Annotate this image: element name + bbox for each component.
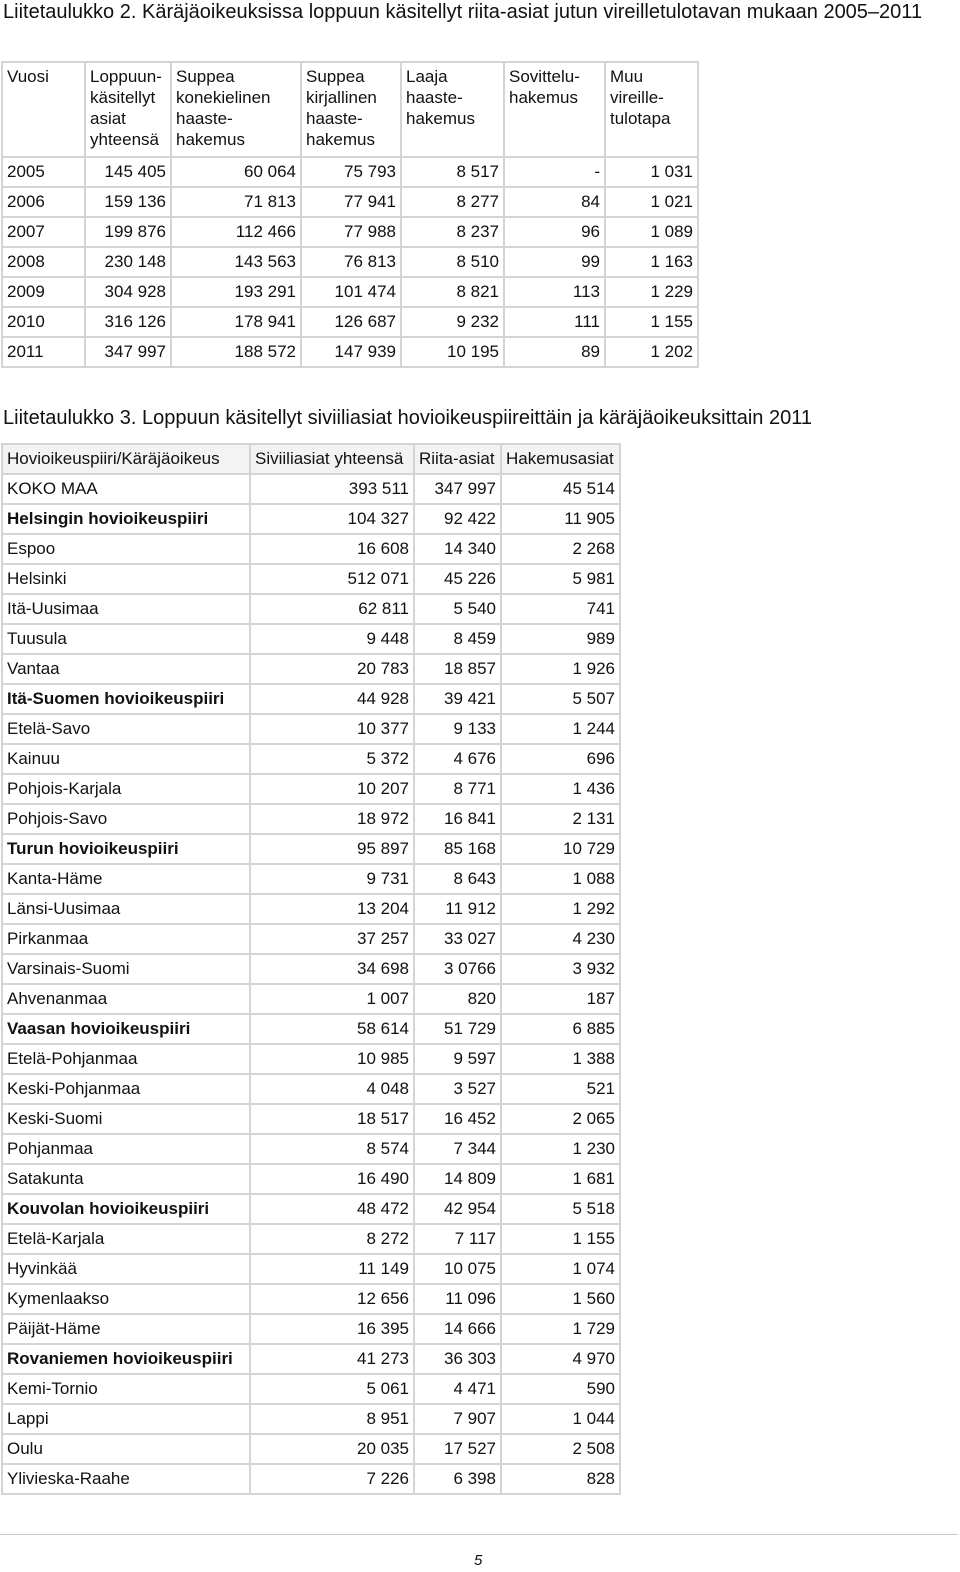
table3-row — [2, 954, 620, 984]
table2-cell: 1 163 — [605, 247, 698, 277]
table3-group-row — [2, 504, 620, 534]
table3-row — [2, 1044, 620, 1074]
table3-row — [2, 1104, 620, 1134]
table2-column-header — [401, 62, 504, 157]
table3-name-cell: Rovaniemen hovioikeuspiiri — [2, 1344, 250, 1374]
table3-cell: 2 268 — [501, 534, 620, 564]
table3-cell: 7 907 — [414, 1404, 501, 1434]
table3-cell: 11 149 — [250, 1254, 414, 1284]
table2-column-header-line: Suppea — [306, 67, 365, 86]
table2-row — [2, 187, 698, 217]
table2-cell: 96 — [504, 217, 605, 247]
table3-name-cell: Varsinais-Suomi — [2, 954, 250, 984]
table3-name-cell: Pirkanmaa — [2, 924, 250, 954]
table2-cell: 347 997 — [85, 337, 171, 367]
table3-cell: 2 131 — [501, 804, 620, 834]
table2-column-header-line: Laaja — [406, 67, 448, 86]
table3-cell: 3 0766 — [414, 954, 501, 984]
table3-name-cell: Vaasan hovioikeuspiiri — [2, 1014, 250, 1044]
table3-cell: 14 340 — [414, 534, 501, 564]
table3-name-cell: Ylivieska-Raahe — [2, 1464, 250, 1494]
table3-cell: 11 905 — [501, 504, 620, 534]
table3-cell: 92 422 — [414, 504, 501, 534]
table3-cell: 4 970 — [501, 1344, 620, 1374]
table2-row — [2, 217, 698, 247]
table3-name-cell: Turun hovioikeuspiiri — [2, 834, 250, 864]
table3-cell: 8 643 — [414, 864, 501, 894]
table2-column-header-line: käsitellyt — [90, 88, 156, 107]
table3-name-cell: Länsi-Uusimaa — [2, 894, 250, 924]
table2-cell: 1 155 — [605, 307, 698, 337]
table3-name-cell: Pohjois-Savo — [2, 804, 250, 834]
table3-row — [2, 774, 620, 804]
table3-name-cell: Päijät-Häme — [2, 1314, 250, 1344]
table2-column-header-line: vireille- — [610, 88, 664, 107]
table3-name-cell: Kainuu — [2, 744, 250, 774]
table3-cell: 8 272 — [250, 1224, 414, 1254]
table3-cell: 3 527 — [414, 1074, 501, 1104]
table3-name-cell: Etelä-Karjala — [2, 1224, 250, 1254]
table3-row — [2, 864, 620, 894]
table2-cell: 99 — [504, 247, 605, 277]
table3-cell: 521 — [501, 1074, 620, 1104]
table3-cell: 5 372 — [250, 744, 414, 774]
table3-group-row — [2, 834, 620, 864]
table2-column-header-line: asiat — [90, 109, 126, 128]
table3-row — [2, 1314, 620, 1344]
table3-cell: 5 518 — [501, 1194, 620, 1224]
table3-cell: 18 517 — [250, 1104, 414, 1134]
table3-row — [2, 804, 620, 834]
table2-title: Liitetaulukko 2. Käräjäoikeuksissa loppuun käsitellyt riita-asiat jutun vireilletulotavan mukaan 2005–2011 — [3, 1, 923, 23]
table3-cell: 9 133 — [414, 714, 501, 744]
table3-cell: 17 527 — [414, 1434, 501, 1464]
table2-cell: 10 195 — [401, 337, 504, 367]
table3-name-cell: Vantaa — [2, 654, 250, 684]
table2-cell: 101 474 — [301, 277, 401, 307]
table3-name-cell: Keski-Pohjanmaa — [2, 1074, 250, 1104]
table2-row — [2, 307, 698, 337]
table3-name-cell: Kanta-Häme — [2, 864, 250, 894]
table3-cell: 9 597 — [414, 1044, 501, 1074]
table3-cell: 39 421 — [414, 684, 501, 714]
table3-cell: 41 273 — [250, 1344, 414, 1374]
table2-column-header-line: yhteensä — [90, 130, 159, 149]
table3-cell: 5 981 — [501, 564, 620, 594]
table3-cell: 16 395 — [250, 1314, 414, 1344]
table3-cell: 7 117 — [414, 1224, 501, 1254]
table3-name-cell: Pohjanmaa — [2, 1134, 250, 1164]
table2-year-cell: 2005 — [2, 157, 85, 187]
table2-row — [2, 157, 698, 187]
table3-row — [2, 654, 620, 684]
table3-name-cell: Keski-Suomi — [2, 1104, 250, 1134]
table2-column-header-line: tulotapa — [610, 109, 671, 128]
table3-row — [2, 564, 620, 594]
table2-cell: - — [504, 157, 605, 187]
table3-cell: 4 048 — [250, 1074, 414, 1104]
table3-row — [2, 1374, 620, 1404]
table3-name-cell: Ahvenanmaa — [2, 984, 250, 1014]
table3-row — [2, 744, 620, 774]
table3-cell: 1 044 — [501, 1404, 620, 1434]
table3-cell: 1 007 — [250, 984, 414, 1014]
table3-row — [2, 1134, 620, 1164]
table3-cell: 16 608 — [250, 534, 414, 564]
table3-cell: 5 540 — [414, 594, 501, 624]
table2-cell: 76 813 — [301, 247, 401, 277]
table3-cell: 6 398 — [414, 1464, 501, 1494]
table3-column-header: Riita-asiat — [414, 444, 501, 474]
table2-row — [2, 277, 698, 307]
table3-title: Liitetaulukko 3. Loppuun käsitellyt siviiliasiat hovioikeuspiireittäin ja käräjäoikeuksittain 2011 — [3, 407, 812, 429]
table3-name-cell: Hyvinkää — [2, 1254, 250, 1284]
table2-row — [2, 337, 698, 367]
table3-cell: 45 226 — [414, 564, 501, 594]
table3-row — [2, 1164, 620, 1194]
table3-column-header: Hakemusasiat — [501, 444, 620, 474]
table2-column-header — [605, 62, 698, 157]
table3-cell: 1 155 — [501, 1224, 620, 1254]
table3-name-cell: Satakunta — [2, 1164, 250, 1194]
table3-row — [2, 474, 620, 504]
table2-cell: 143 563 — [171, 247, 301, 277]
table2-year-cell: 2009 — [2, 277, 85, 307]
table2-cell: 193 291 — [171, 277, 301, 307]
table3-row — [2, 714, 620, 744]
table3 — [1, 443, 621, 1495]
table2-column-header-line: haaste- — [176, 109, 233, 128]
table3-cell: 51 729 — [414, 1014, 501, 1044]
table3-row — [2, 894, 620, 924]
table2-year-cell: 2011 — [2, 337, 85, 367]
table3-row — [2, 1254, 620, 1284]
table2-row — [2, 247, 698, 277]
table3-cell: 1 292 — [501, 894, 620, 924]
table3-row — [2, 1404, 620, 1434]
table3-row — [2, 1464, 620, 1494]
table3-row — [2, 924, 620, 954]
table3-cell: 1 681 — [501, 1164, 620, 1194]
table3-cell: 85 168 — [414, 834, 501, 864]
table2-column-header-line: haaste- — [406, 88, 463, 107]
table3-row — [2, 624, 620, 654]
table3-name-cell: Itä-Uusimaa — [2, 594, 250, 624]
table3-cell: 12 656 — [250, 1284, 414, 1314]
table3-name-cell: Helsinki — [2, 564, 250, 594]
table3-cell: 8 771 — [414, 774, 501, 804]
table2-cell: 8 237 — [401, 217, 504, 247]
table3-name-cell: Tuusula — [2, 624, 250, 654]
table3-cell: 8 574 — [250, 1134, 414, 1164]
table3-cell: 42 954 — [414, 1194, 501, 1224]
table3-cell: 187 — [501, 984, 620, 1014]
table3-cell: 741 — [501, 594, 620, 624]
table3-row — [2, 1284, 620, 1314]
table3-cell: 393 511 — [250, 474, 414, 504]
table3-cell: 34 698 — [250, 954, 414, 984]
table3-name-cell: Etelä-Savo — [2, 714, 250, 744]
table3-name-cell: Kouvolan hovioikeuspiiri — [2, 1194, 250, 1224]
table3-name-cell: Espoo — [2, 534, 250, 564]
table3-cell: 18 857 — [414, 654, 501, 684]
table2-cell: 147 939 — [301, 337, 401, 367]
table3-cell: 512 071 — [250, 564, 414, 594]
table2-cell: 8 510 — [401, 247, 504, 277]
table3-column-header: Hovioikeuspiiri/Käräjäoikeus — [2, 444, 250, 474]
table2-column-header-line: hakemus — [176, 130, 245, 149]
table3-cell: 9 731 — [250, 864, 414, 894]
table3-header-row — [2, 444, 620, 474]
table3-group-row — [2, 1014, 620, 1044]
table2-cell: 89 — [504, 337, 605, 367]
table3-cell: 1 244 — [501, 714, 620, 744]
table3-group-row — [2, 684, 620, 714]
table2-column-header-line: Vuosi — [7, 67, 49, 86]
table2-cell: 71 813 — [171, 187, 301, 217]
table2-cell: 8 277 — [401, 187, 504, 217]
table3-cell: 104 327 — [250, 504, 414, 534]
table3-cell: 45 514 — [501, 474, 620, 504]
table3-cell: 2 065 — [501, 1104, 620, 1134]
table3-cell: 20 783 — [250, 654, 414, 684]
table2-cell: 75 793 — [301, 157, 401, 187]
table3-cell: 828 — [501, 1464, 620, 1494]
table2-column-header-line: hakemus — [406, 109, 475, 128]
table3-cell: 4 676 — [414, 744, 501, 774]
table2-cell: 8 517 — [401, 157, 504, 187]
table3-name-cell: Helsingin hovioikeuspiiri — [2, 504, 250, 534]
table3-cell: 13 204 — [250, 894, 414, 924]
table2-cell: 112 466 — [171, 217, 301, 247]
table3-row — [2, 1224, 620, 1254]
table2-cell: 113 — [504, 277, 605, 307]
table2-cell: 9 232 — [401, 307, 504, 337]
table3-cell: 7 344 — [414, 1134, 501, 1164]
table2-cell: 77 941 — [301, 187, 401, 217]
table3-cell: 1 436 — [501, 774, 620, 804]
table3-name-cell: Pohjois-Karjala — [2, 774, 250, 804]
table2-cell: 178 941 — [171, 307, 301, 337]
table3-cell: 1 729 — [501, 1314, 620, 1344]
table2-cell: 316 126 — [85, 307, 171, 337]
table3-cell: 20 035 — [250, 1434, 414, 1464]
table2-cell: 8 821 — [401, 277, 504, 307]
table3-name-cell: KOKO MAA — [2, 474, 250, 504]
table3-cell: 696 — [501, 744, 620, 774]
table3-name-cell: Lappi — [2, 1404, 250, 1434]
table2-cell: 84 — [504, 187, 605, 217]
table2-cell: 1 031 — [605, 157, 698, 187]
table3-cell: 9 448 — [250, 624, 414, 654]
table3-cell: 1 560 — [501, 1284, 620, 1314]
table3-cell: 11 096 — [414, 1284, 501, 1314]
table3-cell: 5 061 — [250, 1374, 414, 1404]
table3-cell: 16 841 — [414, 804, 501, 834]
table2-column-header-line: Loppuun- — [90, 67, 162, 86]
table3-group-row — [2, 1344, 620, 1374]
table3-cell: 44 928 — [250, 684, 414, 714]
table2-cell: 1 229 — [605, 277, 698, 307]
table3-cell: 33 027 — [414, 924, 501, 954]
table3-row — [2, 1074, 620, 1104]
table3-cell: 10 075 — [414, 1254, 501, 1284]
table2-column-header-line: hakemus — [306, 130, 375, 149]
table3-cell: 7 226 — [250, 1464, 414, 1494]
table2-year-cell: 2007 — [2, 217, 85, 247]
table2-cell: 230 148 — [85, 247, 171, 277]
table2-column-header-line: Muu — [610, 67, 644, 86]
table2-cell: 304 928 — [85, 277, 171, 307]
table2-cell: 199 876 — [85, 217, 171, 247]
table3-cell: 989 — [501, 624, 620, 654]
table3-group-row — [2, 1194, 620, 1224]
table2-header-row — [2, 62, 698, 157]
table3-cell: 1 230 — [501, 1134, 620, 1164]
table3-cell: 37 257 — [250, 924, 414, 954]
table3-row — [2, 984, 620, 1014]
table3-cell: 10 985 — [250, 1044, 414, 1074]
table3-cell: 8 459 — [414, 624, 501, 654]
table3-cell: 18 972 — [250, 804, 414, 834]
table3-column-header: Siviiliasiat yhteensä — [250, 444, 414, 474]
table3-cell: 3 932 — [501, 954, 620, 984]
table3-cell: 62 811 — [250, 594, 414, 624]
table3-cell: 16 490 — [250, 1164, 414, 1194]
table2-cell: 145 405 — [85, 157, 171, 187]
table3-cell: 14 666 — [414, 1314, 501, 1344]
table3-cell: 4 230 — [501, 924, 620, 954]
table2-column-header — [504, 62, 605, 157]
table2-cell: 1 202 — [605, 337, 698, 367]
table3-cell: 11 912 — [414, 894, 501, 924]
table3-cell: 1 926 — [501, 654, 620, 684]
table3-cell: 1 074 — [501, 1254, 620, 1284]
table2-cell: 188 572 — [171, 337, 301, 367]
footer-divider — [0, 1534, 958, 1535]
table2-cell: 1 089 — [605, 217, 698, 247]
table3-cell: 10 207 — [250, 774, 414, 804]
table3-name-cell: Itä-Suomen hovioikeuspiiri — [2, 684, 250, 714]
table3-cell: 95 897 — [250, 834, 414, 864]
table3-cell: 2 508 — [501, 1434, 620, 1464]
table2-column-header-line: Sovittelu- — [509, 67, 580, 86]
table2-cell: 60 064 — [171, 157, 301, 187]
table2-column-header — [171, 62, 301, 157]
table2 — [1, 61, 699, 368]
table3-cell: 6 885 — [501, 1014, 620, 1044]
table2-column-header-line: hakemus — [509, 88, 578, 107]
table3-name-cell: Oulu — [2, 1434, 250, 1464]
table2-column-header — [85, 62, 171, 157]
table2-cell: 111 — [504, 307, 605, 337]
table3-row — [2, 534, 620, 564]
table3-row — [2, 1434, 620, 1464]
table2-column-header-line: kirjallinen — [306, 88, 377, 107]
table2-year-cell: 2008 — [2, 247, 85, 277]
table2-year-cell: 2006 — [2, 187, 85, 217]
table3-cell: 16 452 — [414, 1104, 501, 1134]
table2-cell: 77 988 — [301, 217, 401, 247]
table3-cell: 820 — [414, 984, 501, 1014]
table3-cell: 58 614 — [250, 1014, 414, 1044]
table3-name-cell: Kemi-Tornio — [2, 1374, 250, 1404]
table3-cell: 10 729 — [501, 834, 620, 864]
table3-cell: 8 951 — [250, 1404, 414, 1434]
table2-column-header — [301, 62, 401, 157]
table3-row — [2, 594, 620, 624]
table3-cell: 590 — [501, 1374, 620, 1404]
table3-cell: 14 809 — [414, 1164, 501, 1194]
table3-cell: 347 997 — [414, 474, 501, 504]
table3-cell: 1 088 — [501, 864, 620, 894]
table2-column-header-line: haaste- — [306, 109, 363, 128]
table3-cell: 48 472 — [250, 1194, 414, 1224]
table2-column-header-line: konekielinen — [176, 88, 271, 107]
table2-column-header-line: Suppea — [176, 67, 235, 86]
table2-cell: 126 687 — [301, 307, 401, 337]
table3-cell: 4 471 — [414, 1374, 501, 1404]
table3-name-cell: Etelä-Pohjanmaa — [2, 1044, 250, 1074]
table3-cell: 5 507 — [501, 684, 620, 714]
page-number: 5 — [474, 1552, 483, 1569]
table3-cell: 10 377 — [250, 714, 414, 744]
table2-cell: 1 021 — [605, 187, 698, 217]
table3-cell: 1 388 — [501, 1044, 620, 1074]
table3-name-cell: Kymenlaakso — [2, 1284, 250, 1314]
table2-column-header — [2, 62, 85, 157]
table2-cell: 159 136 — [85, 187, 171, 217]
table3-cell: 36 303 — [414, 1344, 501, 1374]
table2-year-cell: 2010 — [2, 307, 85, 337]
